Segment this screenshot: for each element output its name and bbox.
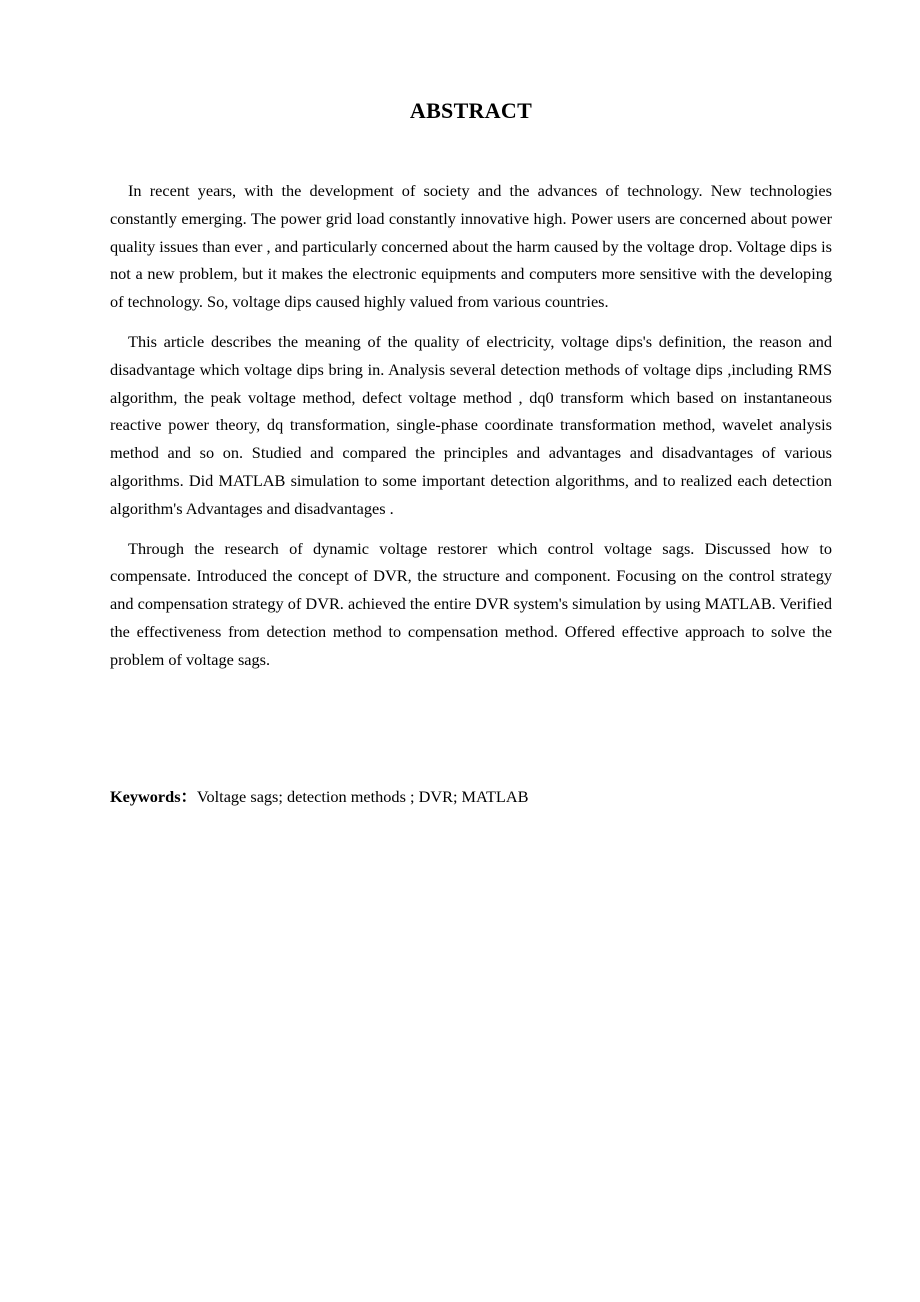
abstract-paragraph-2: This article describes the meaning of the quality of electricity, voltage dips's definition, the reason and disadvantage which voltage dips bring in. Analysis several detection methods of voltage dips ,including RMS algorithm, the peak voltage method, defect voltage method , dq0 transform which based on instantaneous reactive power theory, dq transformation, single-phase coordinate transformation method, wavelet analysis method and so on. Studied and compared the principles and advantages and disadvantages of various algorithms. Did MATLAB simulation to some important detection algorithms, and to realized each detection algorithm's Advantages and disadvantages . (110, 331, 832, 518)
abstract-title: ABSTRACT (409, 98, 533, 123)
abstract-paragraph-1: In recent years, with the development of society and the advances of technology. New technologies constantly emerging. The power grid load constantly innovative high. Power users are concerned about power quality issues than ever , and particularly concerned about the harm caused by the voltage drop. Voltage dips is not a new problem, but it makes the electronic equipments and computers more sensitive with the developing of technology. So, voltage dips caused highly valued from various countries. (110, 181, 832, 312)
abstract-body (110, 177, 832, 686)
keywords-label: Keywords： (110, 787, 197, 806)
keywords-text: Voltage sags; detection methods ; DVR; MATLAB (196, 787, 529, 806)
keywords-line (110, 783, 832, 811)
abstract-paragraph-3: Through the research of dynamic voltage restorer which control voltage sags. Discussed how to compensate. Introduced the concept of DVR, the structure and component. Focusing on the control strategy and compensation strategy of DVR. achieved the entire DVR system's simulation by using MATLAB. Verified the effectiveness from detection method to compensation method. Offered effective approach to solve the problem of voltage sags. (110, 538, 832, 669)
